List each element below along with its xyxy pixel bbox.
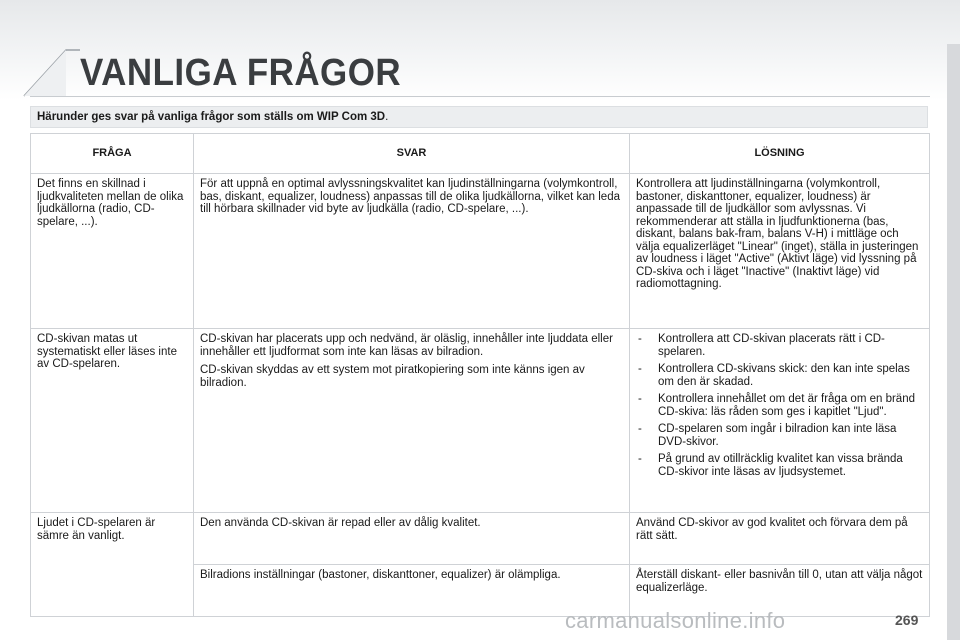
answer-text: För att uppnå en optimal avlyssningskvalitet kan ljudinställningarna (volymkontroll, bas, diskant, equalizer, loudness) anpassas till de olika ljudkällorna, vilket kan leda till hörbara skillnader vid byte av ljudkälla (radio, CD-spelare, ...). [200,178,620,215]
intro-text-period: . [385,111,389,123]
table-row [31,329,930,513]
intro-bar [30,106,928,128]
page-number: 269 [895,612,919,628]
list-item: - Kontrollera innehållet om det är fråga om en bränd CD-skiva: läs råden som ges i kapitlet "Ljud". [636,393,923,418]
header-svar: SVAR [194,134,630,174]
answer-cell [194,174,630,329]
header-fraga: FRÅGA [31,134,194,174]
answer-cell [194,513,630,565]
question-cell: CD-skivan matas ut systematiskt eller läses inte av CD-spelaren. [31,329,194,513]
page-corner-fold-icon [22,42,82,98]
page-title: VANLIGA FRÅGOR [80,52,402,94]
list-item: - Kontrollera CD-skivans skick: den kan inte spelas om den är skadad. [636,363,923,388]
table-header-row [31,134,930,174]
answer-text: Den använda CD-skivan är repad eller av dålig kvalitet. [200,517,481,529]
answer-text: CD-skivan har placerats upp och nedvänd, är oläslig, innehåller inte ljuddata eller innehåller ett ljudformat som inte kan läsas av bilradion. [200,333,613,358]
faq-table [30,133,930,617]
solution-cell [630,329,930,513]
solution-cell: Kontrollera att ljudinställningarna (volymkontroll, bastoner, diskanttoner, equalizer, loudness) är anpassade till de ljudkällor som avlyssnas. Vi rekommenderar att ställa in ljudfunktionerna (bas, diskant, balans bak-fram, balans V-H) i mittläge och välja equalizerläget "Linear" (inget), ställa in justeringen av loudness i läget "Active" (Aktivt läge) vid lyssning på CD-skiva och i läget "Inactive" (Inaktivt läge) vid radiomottagning. [630,174,930,329]
watermark: carmanualsonline.info [565,608,786,633]
list-item: - På grund av otillräcklig kvalitet kan vissa brända CD-skivor inte läsas av ljudsystemet. [636,453,923,478]
question-cell: Ljudet i CD-spelaren är sämre än vanligt. [31,513,194,617]
solution-cell: Återställ diskant- eller basnivån till 0, utan att välja något equalizerläge. [630,565,930,617]
answer-text: Bilradions inställningar (bastoner, diskanttoner, equalizer) är olämpliga. [200,569,561,581]
list-item: - Kontrollera att CD-skivan placerats rätt i CD-spelaren. [636,333,923,358]
page-edge-strip [947,44,960,640]
solution-list [636,333,923,478]
intro-text: Härunder ges svar på vanliga frågor som ställs om WIP Com 3D [37,111,386,123]
answer-text: CD-skivan skyddas av ett system mot piratkopiering som inte känns igen av bilradion. [200,364,585,389]
solution-cell: Använd CD-skivor av god kvalitet och förvara dem på rätt sätt. [630,513,930,565]
table-row [31,174,930,329]
question-cell: Det finns en skillnad i ljudkvaliteten mellan de olika ljudkällorna (radio, CD-spelare, ...). [31,174,194,329]
header-divider [30,96,930,97]
table-row [31,513,930,565]
header-losning: LÖSNING [630,134,930,174]
list-item: - CD-spelaren som ingår i bilradion kan inte läsa DVD-skivor. [636,423,923,448]
answer-cell [194,329,630,513]
